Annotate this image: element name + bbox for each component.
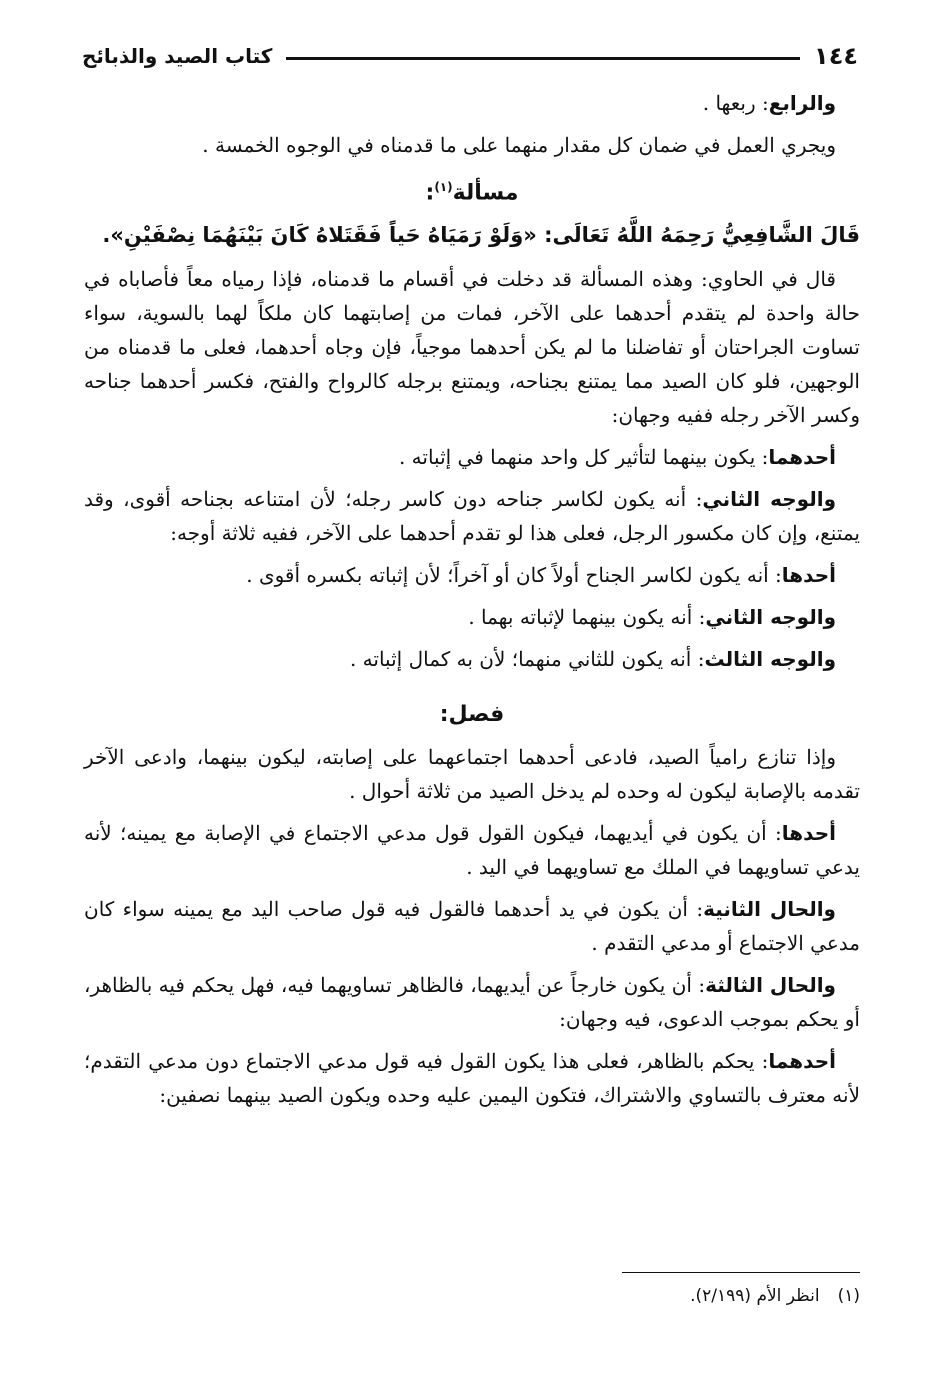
page-body	[84, 86, 860, 1112]
footnote-text: انظر الأم (٢/١٩٩).	[690, 1286, 820, 1306]
paragraph-text: وإذا تنازع رامياً الصيد، فادعى أحدهما اجتماعهما على إصابته، ليكون بينهما، وادعى الآخر تقدمه بالإصابة ليكون له وحده لم يدخل الصيد من ثلاثة أحوال .	[84, 745, 860, 804]
paragraph-second-view	[84, 482, 860, 550]
paragraph-fourth	[84, 86, 860, 120]
paragraph-label: والحال الثانية	[703, 897, 836, 922]
paragraph-label: والحال الثالثة	[705, 973, 836, 998]
footnote-rule	[622, 1272, 860, 1273]
paragraph-option-two	[84, 600, 860, 634]
paragraph-label: أحدها	[781, 563, 836, 588]
paragraph-text: : أن يكون خارجاً عن أيديهما، فالظاهر تساويهما فيه، فهل يحكم فيه بالظاهر، أو يحكم بموجب الدعوى، فيه وجهان:	[84, 973, 860, 1032]
paragraph-judgement-one	[84, 1044, 860, 1112]
paragraph-text: : أنه يكون لكاسر الجناح أولاً كان أو آخراً؛ لأن إثباته بكسره أقوى .	[246, 563, 782, 588]
paragraph-first-view	[84, 440, 860, 474]
paragraph-text: ويجري العمل في ضمان كل مقدار منهما على ما قدمناه في الوجوه الخمسة .	[202, 133, 836, 157]
shafii-quote: قَالَ الشَّافِعِيُّ رَحِمَهُ اللَّهُ تَعَالَى: «وَلَوْ رَمَيَاهُ حَياً فَقَتَلاهُ كَانَ بَيْنَهُمَا نِصْفَيْنِ».	[102, 223, 860, 248]
paragraph-case-two	[84, 892, 860, 960]
paragraph-case-one	[84, 816, 860, 884]
paragraph-label: والرابع	[768, 91, 836, 115]
paragraph-five-cases	[84, 128, 860, 162]
paragraph-text: : يكون بينهما لتأثير كل واحد منهما في إثباته .	[398, 445, 769, 470]
paragraph-label: أحدهما	[768, 445, 836, 470]
header-rule	[286, 57, 800, 60]
paragraph-text: : أن يكون في يد أحدهما فالقول فيه قول صاحب اليد مع يمينه سواء كان مدعي الاجتماع أو مدعي التقدم .	[84, 897, 860, 956]
paragraph-hawi	[84, 262, 860, 432]
heading-colon: :	[425, 180, 435, 206]
paragraph-text: : أنه يكون لكاسر جناحه دون كاسر رجله؛ لأن امتناعه بجناحه أقوى، وقد يمتنع، وإن كان مكسور الرجل، فعلى هذا لو تقدم أحدهما على الآخر، ففيه ثلاثة أوجه:	[84, 487, 860, 546]
paragraph-label: أحدها	[781, 821, 836, 846]
paragraph-option-three	[84, 642, 860, 676]
paragraph-label: أحدهما	[768, 1049, 836, 1074]
paragraph-text: : أنه يكون للثاني منهما؛ لأن به كمال إثباته .	[349, 647, 705, 672]
section-heading-fasl: فصل:	[439, 702, 505, 728]
paragraph-text: : ربعها .	[702, 91, 769, 115]
paragraph-text: قال في الحاوي: وهذه المسألة قد دخلت في أقسام ما قدمناه، فإذا رمياه معاً فأصاباه في حالة واحدة لم يتقدم أحدهما على الآخر، فمات من إصابتهما كان ملكاً لهما بالسوية، سواء تساوت الجراحتان أو تفاضلنا ما لم يكن أحدهما موجياً، فإن وجاه أحدهما، فعلى ما قدمناه من الوجهين، فلو كان الصيد مما يمتنع بجناحه، ويمتنع برجله كالرواح والفتح، فكسر أحدهما جناحه وكسر الآخر رجله ففيه وجهان:	[84, 267, 860, 428]
paragraph-dispute	[84, 740, 860, 808]
page-number: ١٤٤	[814, 42, 858, 70]
book-title: كتاب الصيد والذبائح	[82, 44, 273, 68]
page-header	[82, 36, 858, 76]
heading-text: مسألة	[452, 180, 519, 206]
paragraph-label: والوجه الثاني	[705, 605, 836, 630]
paragraph-option-one	[84, 558, 860, 592]
paragraph-text: : أن يكون في أيديهما، فيكون القول قول مدعي الاجتماع في الإصابة مع يمينه؛ لأنه يدعي تساويهما في الملك مع تساويهما في اليد .	[84, 821, 860, 880]
footnote-reference: (١)	[434, 180, 453, 194]
paragraph-text: : أنه يكون بينهما لإثباته بهما .	[468, 605, 706, 630]
paragraph-text: : يحكم بالظاهر، فعلى هذا يكون القول فيه قول مدعي الاجتماع دون مدعي التقدم؛ لأنه معترف بالتساوي والاشتراك، فتكون اليمين عليه وحده ويكون الصيد بينهما نصفين:	[84, 1049, 860, 1108]
paragraph-label: والوجه الثالث	[704, 647, 836, 672]
paragraph-case-three	[84, 968, 860, 1036]
section-heading-masala	[84, 170, 860, 210]
footnote-mark: (١)	[837, 1286, 860, 1306]
paragraph-label: والوجه الثاني	[702, 487, 837, 512]
footnote	[690, 1286, 860, 1306]
